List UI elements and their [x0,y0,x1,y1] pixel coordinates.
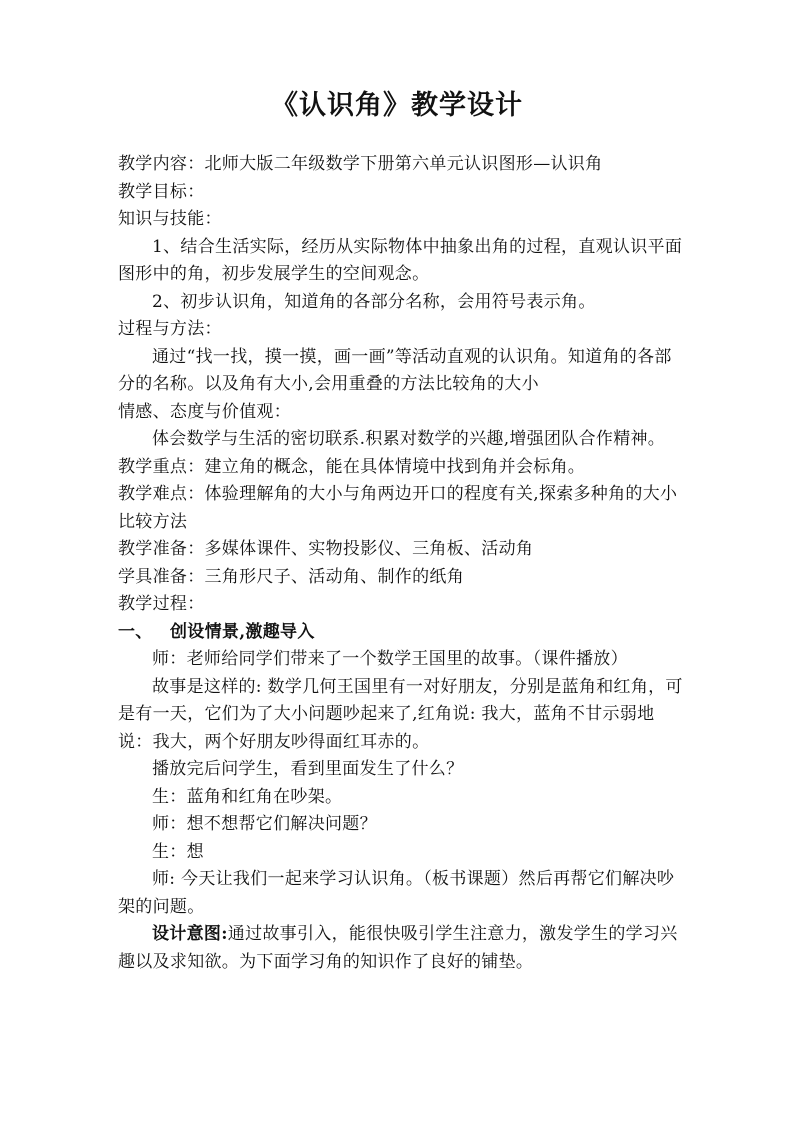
dialogue-line: 故事是这样的: 数学几何王国里有一对好朋友，分别是蓝角和红角，可是有一天，它们为了大小问题吵起来了,红角说: 我大，蓝角不甘示弱地说：我大，两个好朋友吵得面红耳赤的。 [118,676,683,752]
student-prep-label: 学具准备： [118,566,205,587]
dialogue-line: 师: 今天让我们一起来学习认识角。（板书课题）然后再帮它们解决吵架的问题。 [118,869,675,917]
dialogue-line: 播放完后问学生，看到里面发生了什么？ [152,759,464,779]
section-title: 创设情景,激趣导入 [170,621,315,642]
key-point-text: 建立角的概念，能在具体情境中找到角并会标角。 [204,456,586,477]
design-intent [118,921,684,976]
design-intent-label: 设计意图: [152,924,228,944]
design-intent-text: 通过故事引入，能很快吸引学生注意力，激发学生的学习兴趣以及求知欲。为下面学习角的知识作了良好的铺垫。 [118,924,678,972]
difficult-point-label: 教学难点： [118,484,205,504]
knowledge-item: 2、初步认识角，知道角的各部分名称，会用符号表示角。 [152,291,596,312]
process-label: 过程与方法： [118,319,222,339]
process-text: 通过“找一找，摸一摸，画一画”等活动直观的认识角。知道角的各部分的名称。以及角有大小,会用重叠的方法比较角的大小 [118,346,672,394]
student-prep-text: 三角形尺子、活动角、制作的纸角 [204,566,464,587]
document-body [118,151,684,976]
dialogue-line: 师：老师给同学们带来了一个数学王国里的故事。（课件播放） [152,649,628,669]
teaching-content [118,151,684,179]
knowledge-item: 1、结合生活实际，经历从实际物体中抽象出角的过程，直观认识平面图形中的角，初步发展学生的空间观念。 [118,236,683,284]
student-prep [118,564,684,592]
teaching-content-text: 北师大版二年级数学下册第六单元认识图形—认识角 [204,154,603,174]
dialogue-line: 师：想不想帮它们解决问题？ [152,814,377,834]
teaching-content-label: 教学内容： [118,154,205,174]
key-point [118,454,684,482]
dialogue-line: 生：蓝角和红角在吵架。 [152,786,343,807]
key-point-label: 教学重点： [118,456,205,477]
goals-label: 教学目标： [118,181,205,202]
section-heading [118,619,684,647]
emotion-text: 体会数学与生活的密切联系.积累对数学的兴趣,增强团队合作精神。 [152,429,666,449]
difficult-point-text: 体验理解角的大小与角两边开口的程度有关,探索多种角的大小比较方法 [118,484,678,532]
teaching-prep-label: 教学准备： [118,539,205,559]
teaching-prep-text: 多媒体课件、实物投影仪、三角板、活动角 [204,539,534,559]
emotion-label: 情感、态度与价值观： [118,401,291,422]
teaching-prep [118,536,684,564]
procedure-label: 教学过程： [118,594,205,614]
dialogue-line: 生：想 [152,841,204,862]
knowledge-label: 知识与技能： [118,209,222,229]
section-number: 一、 [118,621,153,642]
document-title: 《认识角》教学设计 [271,90,523,121]
difficult-point [118,481,684,536]
